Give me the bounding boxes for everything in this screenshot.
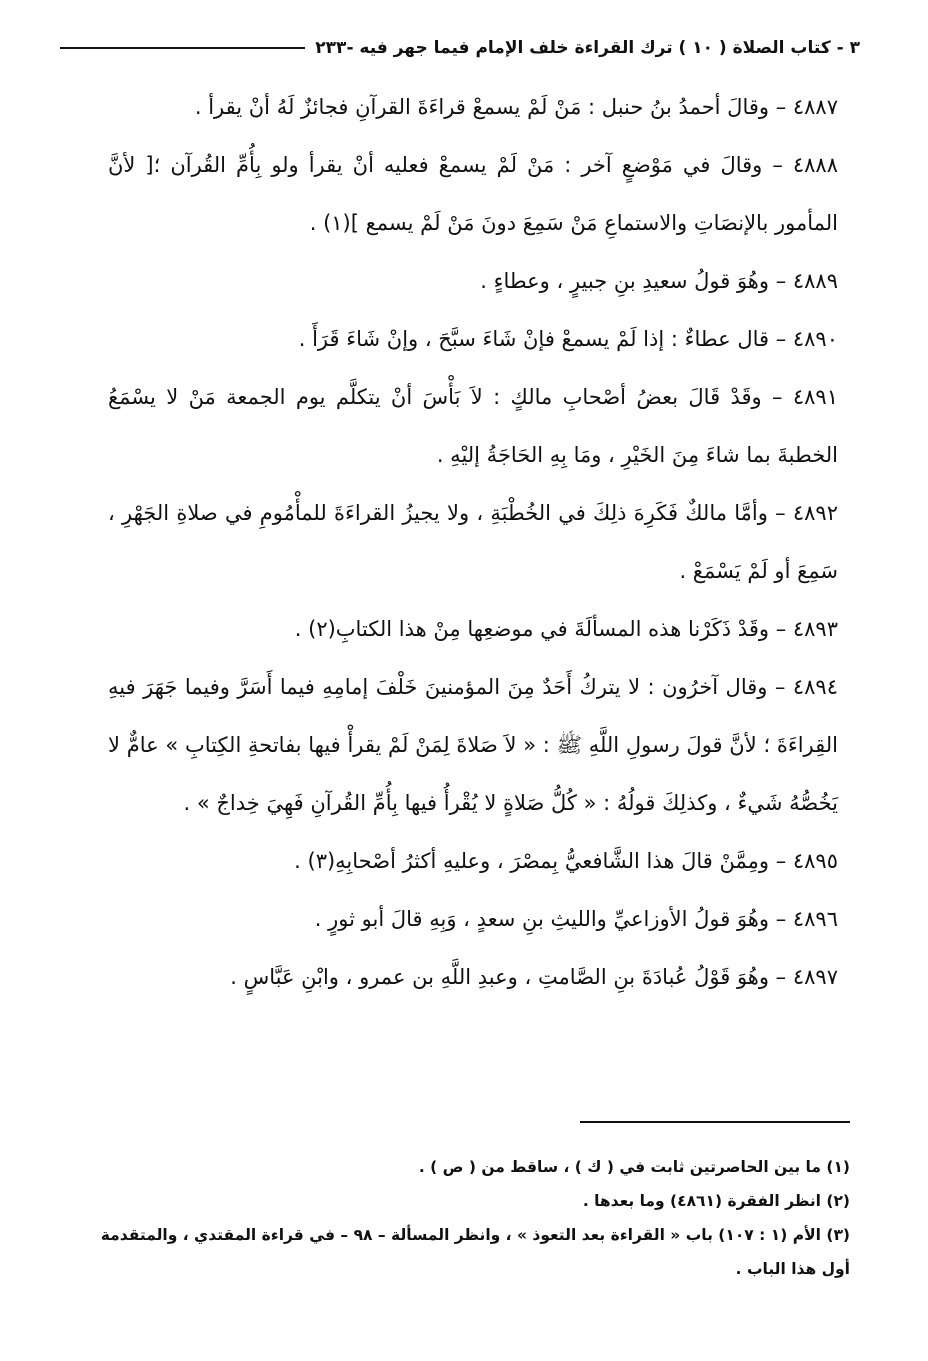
- paragraph-4889: ٤٨٨٩ – وهُوَ قولُ سعيدِ بنِ جبيرٍ ، وعطاءٍ .: [480, 269, 838, 293]
- footnote-1: (١) ما بين الحاصرتين ثابت في ( ك ) ، ساقط من ( ص ) .: [418, 1158, 850, 1176]
- main-text: [108, 78, 838, 1006]
- footnote-3: (٣) الأم (١ : ١٠٧) باب « القراءة بعد التعوذ » ، وانظر المسألة – ٩٨ – في قراءة المقتدي ، والمتقدمة أول هذا الباب .: [100, 1226, 850, 1278]
- paragraph-4890: ٤٨٩٠ – قال عطاءٌ : إذا لَمْ يسمعْ فإنْ شَاءَ سبَّحَ ، وإنْ شَاءَ قَرَأَ .: [298, 327, 838, 351]
- paragraph-4888: ٤٨٨٨ – وقالَ في مَوْضعٍ آخر : مَنْ لَمْ يسمعْ فعليه أنْ يقرأ ولو بِأُمِّ القُرآن ؛[ لأنَّ المأمور بالإنصَاتِ والاستماعِ مَنْ سَمِعَ دونَ مَنْ لَمْ يسمع ](١) .: [108, 153, 838, 235]
- paragraph-4891: ٤٨٩١ – وقَدْ قَالَ بعضُ أصْحابِ مالكٍ : لاَ بَأْسَ أنْ يتكلَّم يوم الجمعة مَنْ لا يسْمَعُ الخطبةَ بما شاءَ مِنَ الخَيْرِ ، ومَا بِهِ الحَاجَةُ إليْهِ .: [108, 385, 838, 467]
- running-header: [60, 34, 860, 62]
- paragraph-4895: ٤٨٩٥ – ومِمَّنْ قالَ هذا الشَّافعيُّ بِمصْرَ ، وعليهِ أكثرُ أصْحابِهِ(٣) .: [294, 849, 838, 873]
- footnotes: [80, 1150, 850, 1286]
- header-title: ٣ - كتاب الصلاة ( ١٠ ) ترك القراءة خلف الإمام فيما جهر فيه -٢٣٣: [315, 38, 860, 58]
- paragraph-4894: ٤٨٩٤ – وقال آخرُون : لا يتركُ أَحَدٌ مِنَ المؤمنينَ خَلْفَ إمامِهِ فيما أَسَرَّ وفيما جَهَرَ فيهِ القِراءَةَ ؛ لأنَّ قولَ رسولِ اللَّهِ ﷺ : « لاَ صَلاةَ لِمَنْ لَمْ يقرأْ فيها بفاتحةِ الكِتابِ » عامٌّ لا يَخُصُّهُ شَيءٌ ، وكذلِكَ قولُهُ : « كُلُّ صَلاةٍ لا يُقْرأُ فيها بِأُمِّ القُرآنِ فَهِيَ خِداجٌ » .: [108, 675, 838, 815]
- paragraph-4892: ٤٨٩٢ – وأمَّا مالكٌ فَكَرِهَ ذلِكَ في الخُطْبَةِ ، ولا يجيزُ القراءَةَ للمأْمُومِ في صلاةِ الجَهْرِ ، سَمِعَ أو لَمْ يَسْمَعْ .: [108, 501, 838, 583]
- paragraph-4897: ٤٨٩٧ – وهُوَ قَوْلُ عُبادَةَ بنِ الصَّامتِ ، وعبدِ اللَّهِ بن عمرو ، وابْنِ عَبَّاسٍ .: [230, 965, 838, 989]
- paragraph-4893: ٤٨٩٣ – وقَدْ ذَكَرْنا هذه المسألَةَ في موضعِها مِنْ هذا الكتابِ(٢) .: [294, 617, 838, 641]
- paragraph-4887: ٤٨٨٧ – وقالَ أحمدُ بنُ حنبل : مَنْ لَمْ يسمعْ قراءَةَ القرآنِ فجائزٌ لَهُ أنْ يقرأ .: [194, 95, 838, 119]
- paragraph-4896: ٤٨٩٦ – وهُوَ قولُ الأوزاعيِّ والليثِ بنِ سعدٍ ، وَبِهِ قالَ أبو ثورٍ .: [314, 907, 838, 931]
- footnote-2: (٢) انظر الفقرة (٤٨٦١) وما بعدها .: [582, 1192, 850, 1210]
- header-rule: [60, 47, 305, 49]
- footnote-separator: [580, 1121, 850, 1123]
